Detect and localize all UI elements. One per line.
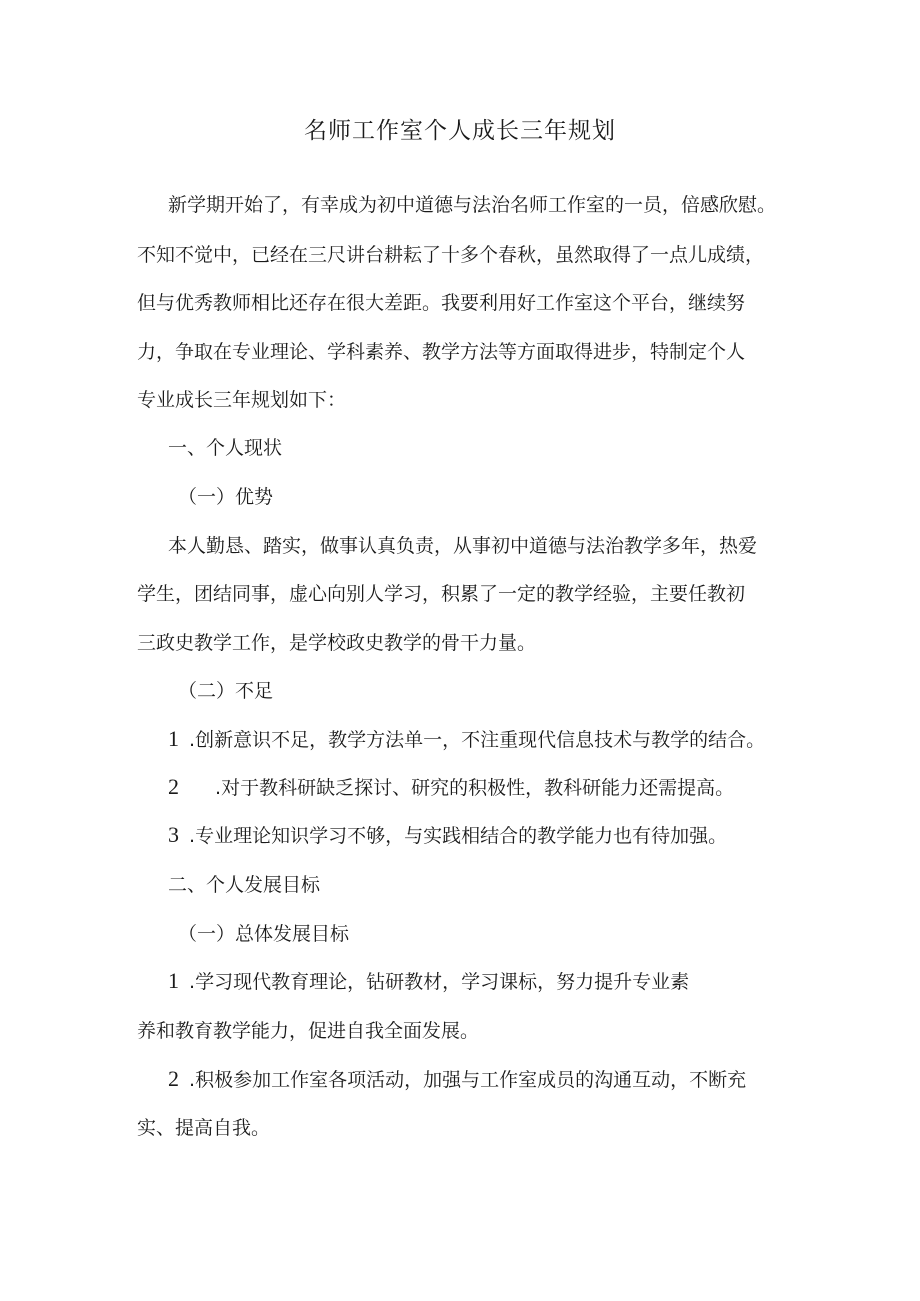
list-number: 1 (168, 968, 179, 993)
goal-item-1 (168, 969, 689, 994)
intro-line-4: 力，争取在专业理论、学科素养、教学方法等方面取得进步，特制定个人 (137, 341, 746, 363)
goal-item-2-continuation: 实、提高自我。 (137, 1117, 271, 1139)
weakness-item-3 (168, 823, 727, 848)
subsection-heading-weaknesses: （二）不足 (178, 680, 274, 702)
list-number: 2 (168, 774, 179, 799)
section-heading-1: 一、个人现状 (168, 437, 283, 459)
goal-item-2 (168, 1067, 746, 1092)
intro-line-1: 新学期开始了，有幸成为初中道德与法治名师工作室的一员，倍感欣慰。 (168, 194, 777, 216)
subsection-heading-goals: （一）总体发展目标 (178, 923, 350, 945)
list-text: .专业理论知识学习不够，与实践相结合的教学能力也有待加强。 (189, 825, 728, 847)
list-number: 2 (168, 1066, 179, 1091)
strengths-line-1: 本人勤恳、踏实，做事认真负责，从事初中道德与法治教学多年，热爱 (168, 535, 758, 557)
list-text: .创新意识不足，教学方法单一，不注重现代信息技术与教学的结合。 (189, 729, 766, 751)
list-text: .学习现代教育理论，钻研教材，学习课标，努力提升专业素 (189, 971, 690, 993)
document-title: 名师工作室个人成长三年规划 (304, 118, 616, 144)
intro-line-2: 不知不觉中，已经在三尺讲台耕耘了十多个春秋，虽然取得了一点儿成绩， (137, 244, 765, 266)
goal-item-1-continuation: 养和教育教学能力，促进自我全面发展。 (137, 1020, 480, 1042)
list-text: .对于教科研缺乏探讨、研究的积极性，教科研能力还需提高。 (215, 777, 735, 799)
section-heading-2: 二、个人发展目标 (168, 874, 321, 896)
list-text: .积极参加工作室各项活动，加强与工作室成员的沟通互动，不断充 (189, 1069, 747, 1091)
strengths-line-3: 三政史教学工作，是学校政史教学的骨干力量。 (137, 632, 537, 654)
weakness-item-2 (168, 775, 734, 800)
subsection-heading-strengths: （一）优势 (178, 486, 274, 508)
list-number: 1 (168, 726, 179, 751)
intro-line-5: 专业成长三年规划如下： (137, 389, 347, 411)
strengths-line-2: 学生，团结同事，虚心向别人学习，积累了一定的教学经验，主要任教初 (137, 583, 746, 605)
weakness-item-1 (168, 727, 765, 752)
intro-line-3: 但与优秀教师相比还存在很大差距。我要利用好工作室这个平台，继续努 (137, 292, 746, 314)
list-number: 3 (168, 822, 179, 847)
